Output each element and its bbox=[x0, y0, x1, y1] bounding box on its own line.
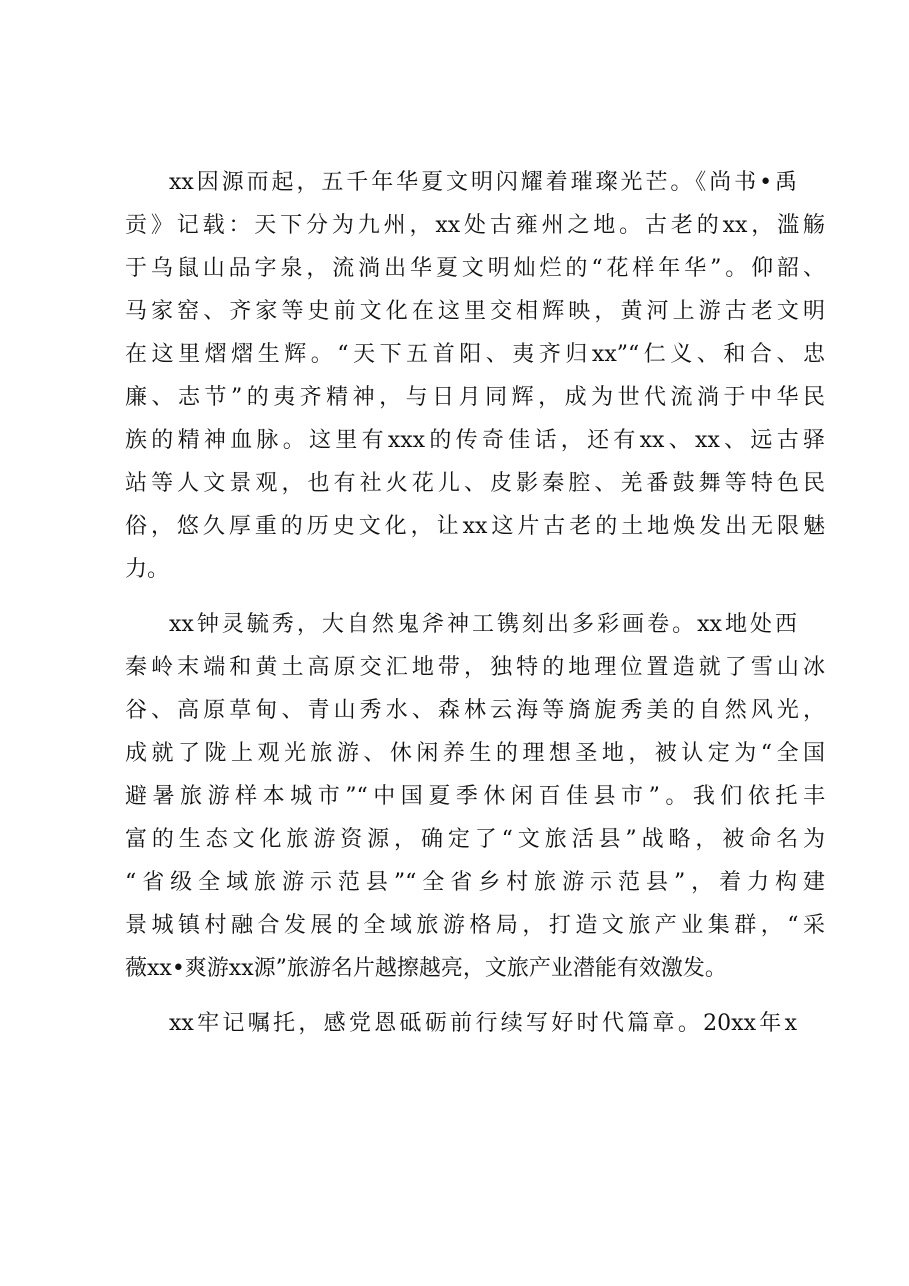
paragraph-1-line-8: 站等人文景观，也有社火花儿、皮影秦腔、羌番鼓舞等特色民 bbox=[125, 471, 825, 496]
paragraph-2-line-3: 谷、高原草甸、青山秀水、森林云海等旖旎秀美的自然风光， bbox=[125, 698, 825, 723]
paragraph-2-line-8: 景城镇村融合发展的全域旅游格局，打造文旅产业集群，“采 bbox=[125, 913, 825, 938]
paragraph-3-line-1: xx牢记嘱托，感党恩砥砺前行续写好时代篇章。20xx年x bbox=[169, 1011, 797, 1036]
paragraph-1-line-5: 在这里熠熠生辉。“天下五首阳、夷齐归xx”“仁义、和合、忠 bbox=[125, 342, 825, 367]
paragraph-1-line-6: 廉、志节”的夷齐精神，与日月同辉，成为世代流淌于中华民 bbox=[125, 385, 825, 410]
paragraph-1-line-9: 俗，悠久厚重的历史文化，让xx这片古老的土地焕发出无限魅 bbox=[125, 514, 825, 539]
paragraph-2-line-2: 秦岭末端和黄土高原交汇地带，独特的地理位置造就了雪山冰 bbox=[125, 655, 825, 680]
paragraph-1-line-1: xx因源而起，五千年华夏文明闪耀着璀璨光芒。《尚书•禹 bbox=[169, 170, 797, 195]
paragraph-2-line-6: 富的生态文化旅游资源，确定了“文旅活县”战略，被命名为 bbox=[125, 827, 825, 852]
paragraph-2-line-5: 避暑旅游样本城市”“中国夏季休闲百佳县市”。我们依托丰 bbox=[125, 784, 825, 809]
paragraph-1-line-4: 马家窑、齐家等史前文化在这里交相辉映，黄河上游古老文明 bbox=[125, 299, 825, 324]
paragraph-2-line-4: 成就了陇上观光旅游、休闲养生的理想圣地，被认定为“全国 bbox=[125, 741, 825, 766]
paragraph-1-line-10: 力。 bbox=[125, 557, 170, 582]
paragraph-1-line-3: 于乌鼠山品字泉，流淌出华夏文明灿烂的“花样年华”。仰韶、 bbox=[125, 256, 825, 281]
paragraph-1-line-2: 贡》记载：天下分为九州，xx处古雍州之地。古老的xx，滥觞 bbox=[125, 213, 825, 238]
paragraph-2-line-7: “省级全域旅游示范县”“全省乡村旅游示范县”，着力构建 bbox=[125, 870, 825, 895]
paragraph-1-line-7: 族的精神血脉。这里有xxx的传奇佳话，还有xx、xx、远古驿 bbox=[125, 428, 825, 453]
paragraph-2-line-9: 薇xx•爽游xx源”旅游名片越擦越亮，文旅产业潜能有效激发。 bbox=[125, 956, 727, 981]
paragraph-2-line-1: xx钟灵毓秀，大自然鬼斧神工镌刻出多彩画卷。xx地处西 bbox=[169, 612, 797, 637]
